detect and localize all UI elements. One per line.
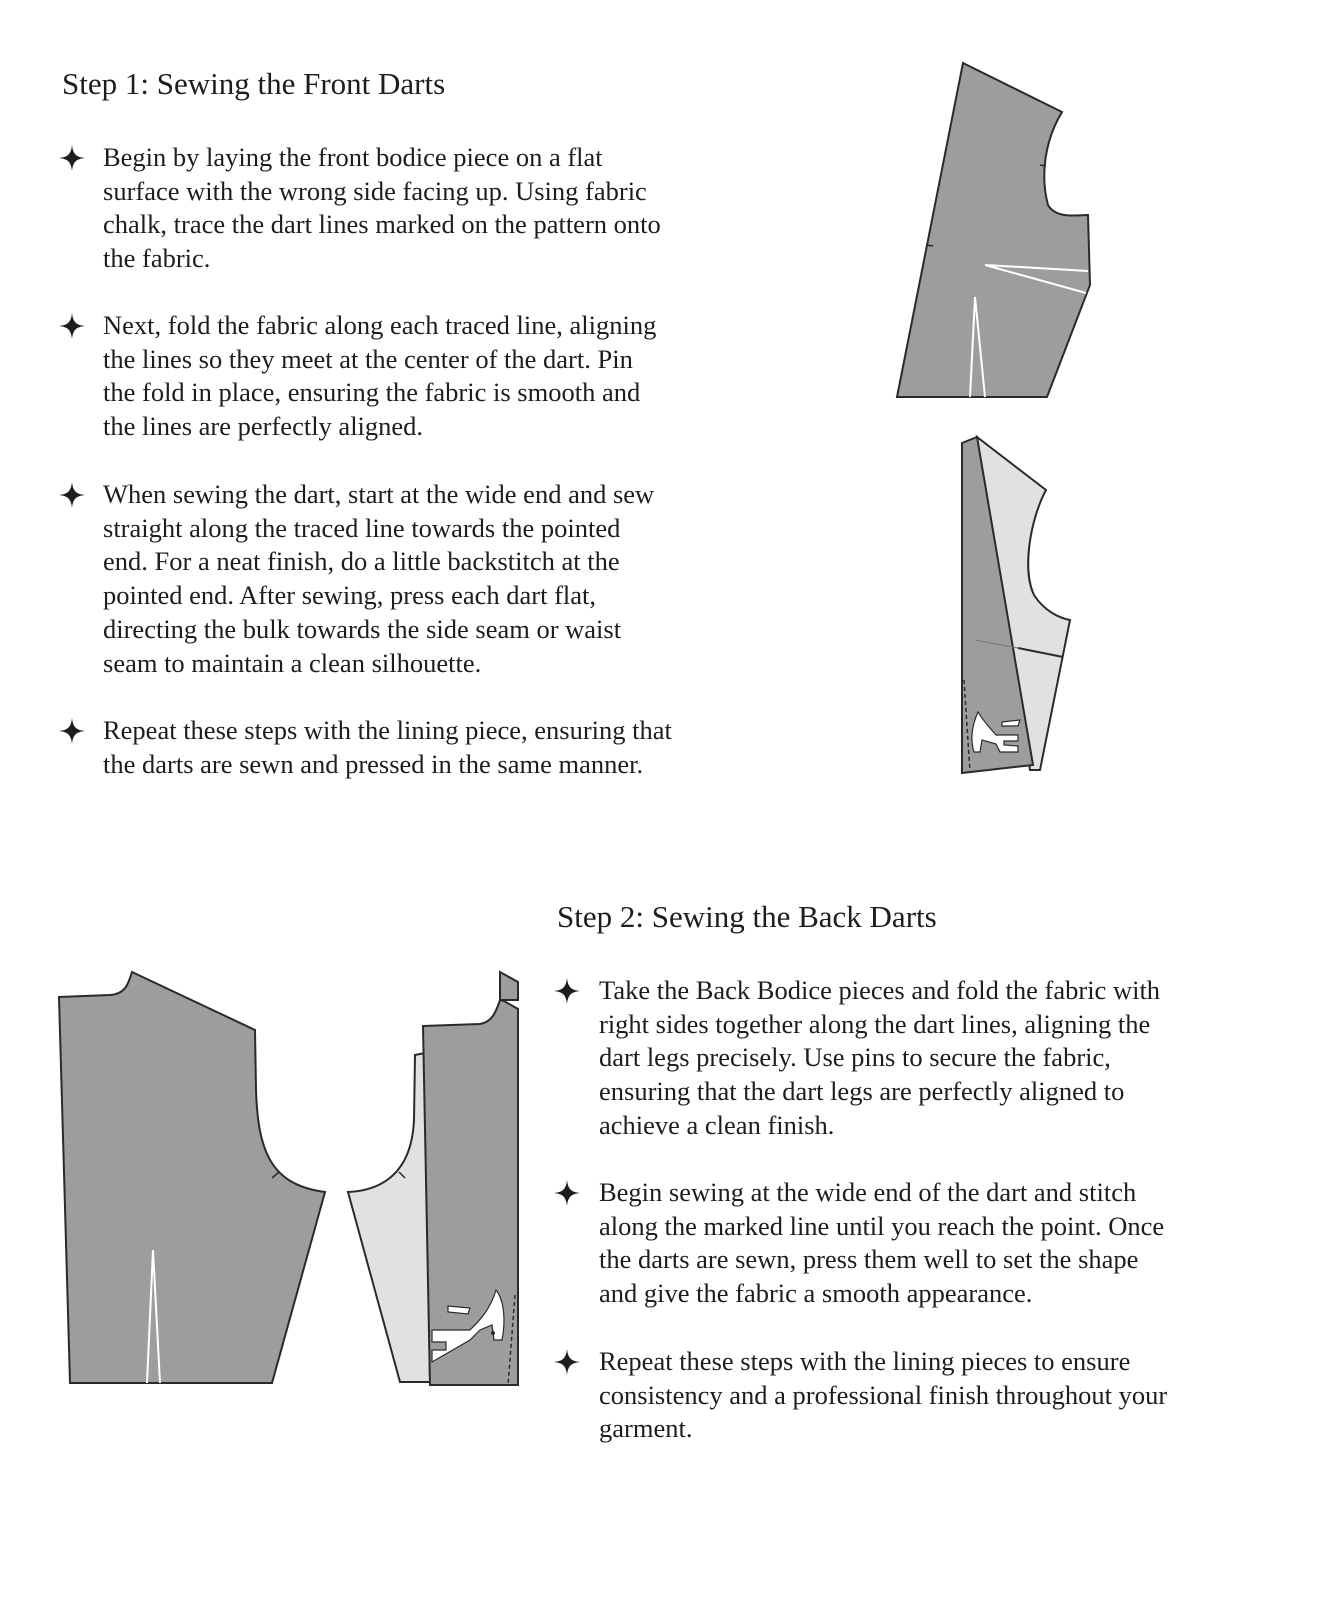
paragraph-line: directing the bulk towards the side seam or waist (103, 613, 622, 644)
paragraph-line: the darts are sewn and pressed in the same manner. (103, 748, 644, 779)
paragraph-line: achieve a clean finish. (599, 1109, 835, 1140)
paragraph-line: the lines are perfectly aligned. (103, 411, 424, 442)
step1-heading: Step 1: Sewing the Front Darts (62, 66, 446, 101)
paragraph-line: chalk, trace the dart lines marked on the pattern onto (103, 209, 661, 240)
paragraph-line: Repeat these steps with the lining piece, ensuring that (103, 715, 672, 745)
paragraph-line: consistency and a professional finish throughout your (599, 1379, 1168, 1410)
front-bodice-illustration (897, 63, 1090, 397)
folded-front-illustration (962, 437, 1070, 773)
paragraph-line: When sewing the dart, start at the wide end and sew (103, 479, 655, 509)
paragraph-line: Repeat these steps with the lining pieces to ensure (599, 1346, 1131, 1376)
paragraph-line: surface with the wrong side facing up. Using fabric (103, 175, 647, 206)
step2-heading: Step 2: Sewing the Back Darts (557, 899, 937, 934)
paragraph-line: right sides together along the dart lines, aligning the (599, 1008, 1151, 1039)
folded-back-illustration (348, 972, 518, 1385)
paragraph-line: garment. (599, 1413, 693, 1444)
paragraph-line: end. For a neat finish, do a little backstitch at the (103, 546, 620, 577)
paragraph-line: the darts are sewn, press them well to set the shape (599, 1244, 1139, 1275)
paragraph-line: Begin by laying the front bodice piece on a flat (103, 142, 603, 172)
paragraph-line: Begin sewing at the wide end of the dart and stitch (599, 1177, 1137, 1207)
paragraph-line: pointed end. After sewing, press each dart flat, (103, 580, 597, 611)
paragraph-line: Take the Back Bodice pieces and fold the fabric with (599, 975, 1161, 1005)
paragraph-line: along the marked line until you reach the point. Once (599, 1210, 1165, 1241)
paragraph-line: dart legs precisely. Use pins to secure the fabric, (599, 1042, 1111, 1073)
paragraph-line: and give the fabric a smooth appearance. (599, 1278, 1033, 1309)
paragraph-line: straight along the traced line towards the pointed (103, 512, 621, 543)
paragraph-line: Next, fold the fabric along each traced line, aligning (103, 310, 657, 340)
paragraph-line: the fold in place, ensuring the fabric is smooth and (103, 377, 641, 408)
paragraph-line: the lines so they meet at the center of the dart. Pin (103, 343, 633, 374)
paragraph-line: ensuring that the dart legs are perfectly aligned to (599, 1076, 1125, 1107)
back-bodice-illustration (59, 972, 325, 1383)
paragraph-line: the fabric. (103, 243, 211, 274)
paragraph-line: seam to maintain a clean silhouette. (103, 647, 482, 678)
